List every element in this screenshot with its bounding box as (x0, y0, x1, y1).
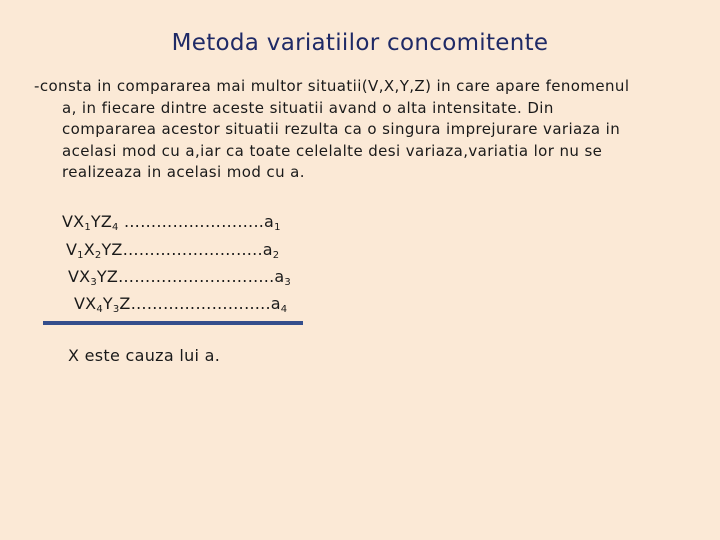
row-text: YZ…………………….. (101, 240, 263, 259)
row-sub: 3 (112, 304, 120, 315)
slide-title: Metoda variatiilor concomitente (171, 30, 549, 56)
row-text: VX (62, 212, 85, 231)
schedule-row (68, 267, 291, 288)
schedule-row (66, 240, 279, 261)
row-sub: 4 (96, 304, 103, 315)
paragraph-line: compararea acestor situatii rezulta ca o singura imprejurare variaza in (62, 120, 621, 138)
row-sub: 2 (272, 250, 280, 261)
row-text: …………………….. (118, 212, 265, 231)
row-text: a (264, 212, 275, 231)
row-sub: 1 (77, 250, 84, 261)
row-text: X (83, 240, 95, 259)
definition-paragraph (34, 76, 674, 184)
conclusion-text: X este cauza lui a. (68, 346, 221, 365)
row-text: VX (68, 267, 91, 286)
row-sub: 1 (84, 222, 91, 233)
paragraph-line: acelasi mod cu a,iar ca toate celelalte desi variaza,variatia lor nu se (62, 141, 603, 160)
row-sub: 4 (280, 304, 288, 315)
paragraph-line: -consta in compararea mai multor situatii(V,X,Y,Z) in care apare fenomenul (34, 77, 630, 95)
paragraph-line: realizeaza in acelasi mod cu a. (62, 163, 305, 181)
row-sub: 4 (112, 222, 119, 233)
row-text: a (262, 240, 273, 259)
row-sub: 2 (94, 250, 102, 261)
row-text: YZ……………………….. (96, 267, 275, 286)
row-text: a (274, 267, 285, 286)
row-sub: 1 (274, 222, 281, 233)
row-text: V (66, 240, 78, 259)
row-text: Z…………………….. (119, 294, 271, 313)
row-text: VX (74, 294, 97, 313)
paragraph-line: a, in fiecare dintre aceste situatii avand o alta intensitate. Din (62, 98, 554, 117)
divider-line (43, 321, 303, 325)
row-text: YZ (90, 212, 113, 231)
row-sub: 3 (284, 277, 291, 288)
schedule-row (62, 212, 281, 233)
row-sub: 3 (90, 277, 97, 288)
row-text: a (270, 294, 281, 313)
schedule-row (74, 294, 287, 315)
row-text: Y (102, 294, 113, 313)
